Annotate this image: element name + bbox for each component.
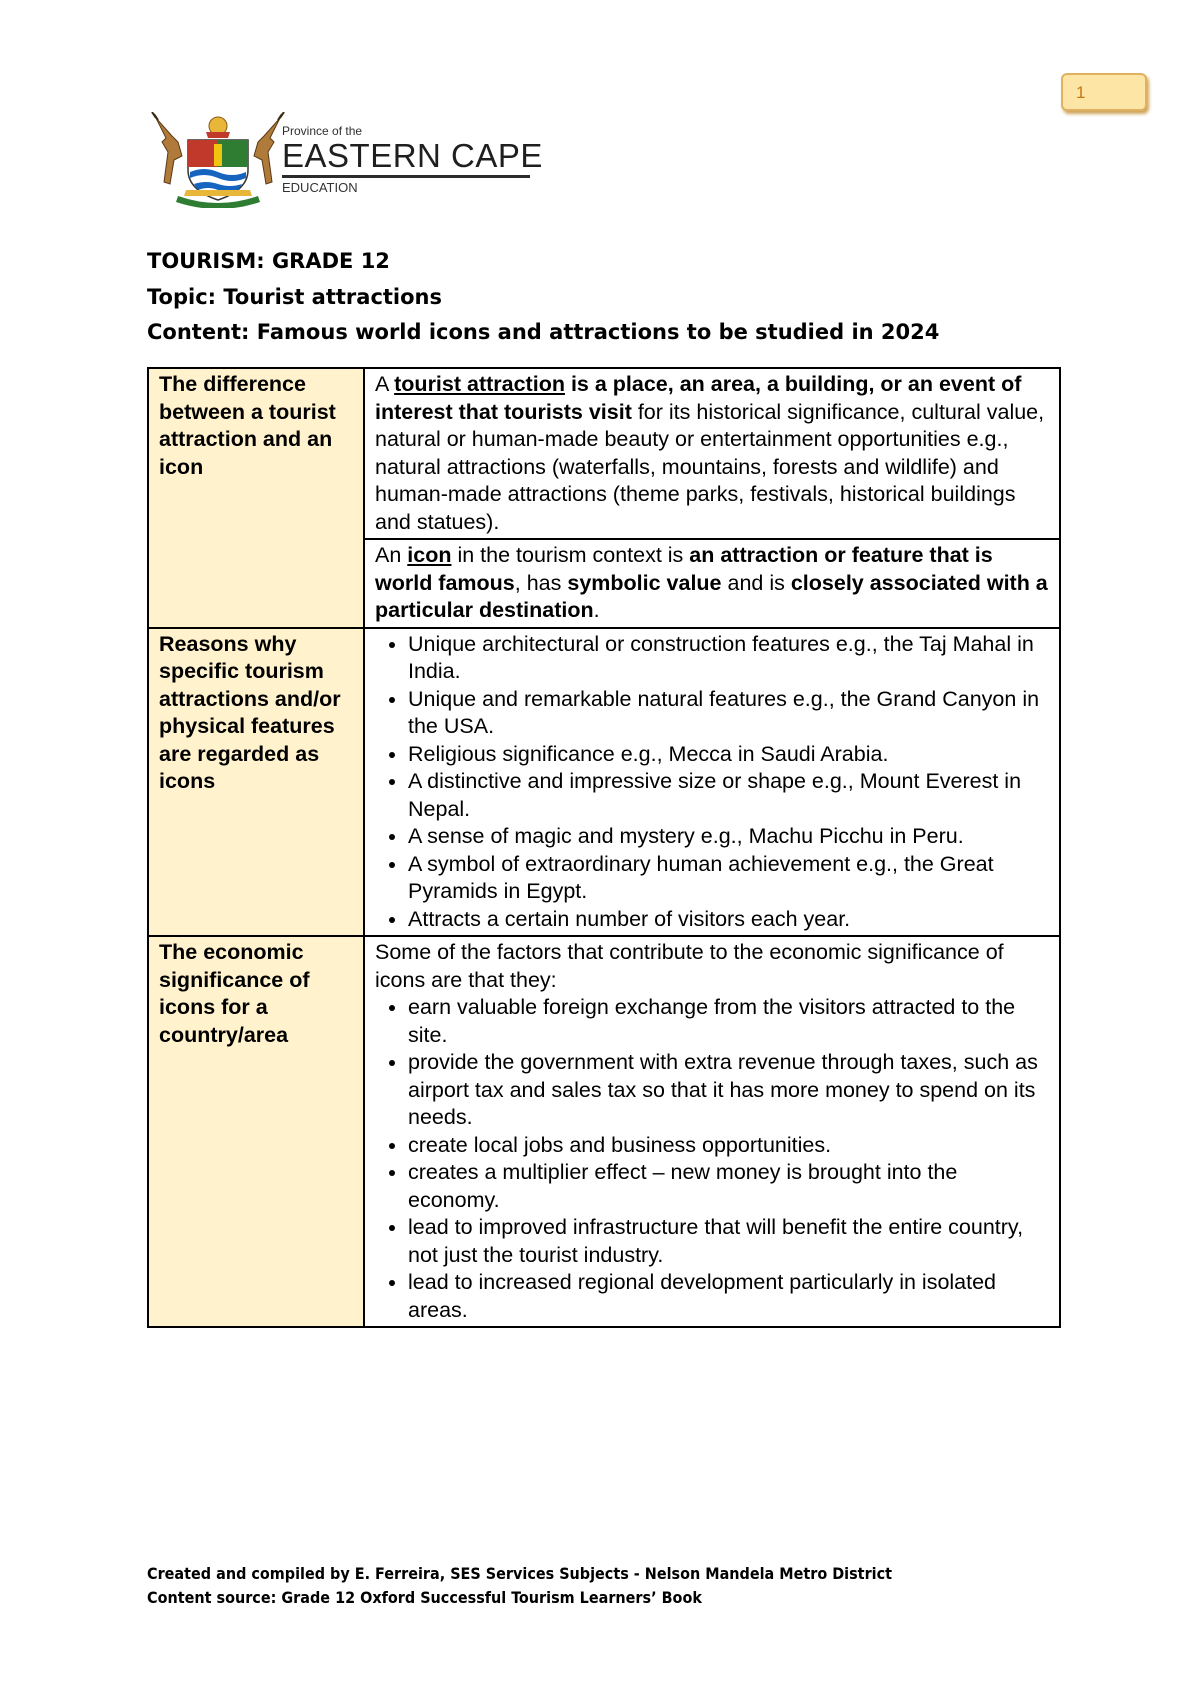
content-table bbox=[147, 367, 1061, 1328]
reasons-cell bbox=[364, 628, 1060, 937]
economic-list bbox=[375, 994, 1049, 1324]
subject-heading: TOURISM: GRADE 12 bbox=[147, 249, 390, 273]
row-label-difference: The difference between a tourist attraction and an icon bbox=[148, 368, 364, 628]
topic-heading: Topic: Tourist attractions bbox=[147, 285, 443, 309]
coat-of-arms-logo bbox=[148, 112, 288, 208]
list-item: • A sense of magic and mystery e.g., Machu Picchu in Peru. bbox=[408, 823, 1049, 851]
brand-department: EDUCATION bbox=[282, 180, 358, 195]
content-heading: Content: Famous world icons and attractions to be studied in 2024 bbox=[147, 320, 940, 344]
term-tourist-attraction: tourist attraction bbox=[394, 372, 565, 396]
list-item: • lead to improved infrastructure that will benefit the entire country, not just the tourist industry. bbox=[408, 1214, 1049, 1269]
page-number-badge: 1 bbox=[1061, 73, 1147, 111]
footer-source: Content source: Grade 12 Oxford Successful Tourism Learners’ Book bbox=[147, 1588, 702, 1607]
attraction-definition-cell: A tourist attraction is a place, an area, a building, or an event of interest that tourists visit for its historical significance, cultural value, natural or human-made beauty or entertainment opportunities e.g., natural attractions (waterfalls, mountains, forests and wildlife) and human-made attractions (theme parks, festivals, historical buildings and statues). bbox=[364, 368, 1060, 539]
brand-divider bbox=[282, 175, 530, 178]
brand-block bbox=[282, 124, 543, 195]
list-item: • create local jobs and business opportunities. bbox=[408, 1132, 1049, 1160]
row-label-economic: The economic significance of icons for a country/area bbox=[148, 936, 364, 1327]
list-item: • lead to increased regional development particularly in isolated areas. bbox=[408, 1269, 1049, 1324]
brand-title: EASTERN CAPE bbox=[282, 137, 543, 174]
icon-definition-cell: An icon in the tourism context is an attraction or feature that is world famous, has symbolic value and is closely associated with a particular destination. bbox=[364, 539, 1060, 628]
list-item: • earn valuable foreign exchange from the visitors attracted to the site. bbox=[408, 994, 1049, 1049]
list-item: • creates a multiplier effect – new money is brought into the economy. bbox=[408, 1159, 1049, 1214]
list-item: • Unique and remarkable natural features e.g., the Grand Canyon in the USA. bbox=[408, 686, 1049, 741]
economic-cell bbox=[364, 936, 1060, 1327]
row-label-reasons: Reasons why specific tourism attractions and/or physical features are regarded as icons bbox=[148, 628, 364, 937]
term-icon: icon bbox=[407, 543, 452, 567]
list-item: • A symbol of extraordinary human achievement e.g., the Great Pyramids in Egypt. bbox=[408, 851, 1049, 906]
brand-province-text: Province of the bbox=[282, 124, 363, 138]
table-row bbox=[148, 936, 1060, 1327]
table-row bbox=[148, 628, 1060, 937]
reasons-list bbox=[375, 631, 1049, 934]
list-item: • Religious significance e.g., Mecca in Saudi Arabia. bbox=[408, 741, 1049, 769]
footer-credit: Created and compiled by E. Ferreira, SES Services Subjects - Nelson Mandela Metro District bbox=[147, 1564, 893, 1583]
list-item: • Unique architectural or construction features e.g., the Taj Mahal in India. bbox=[408, 631, 1049, 686]
table-row bbox=[148, 368, 1060, 539]
economic-intro: Some of the factors that contribute to the economic significance of icons are that they: bbox=[375, 940, 1004, 992]
list-item: • A distinctive and impressive size or shape e.g., Mount Everest in Nepal. bbox=[408, 768, 1049, 823]
list-item: • Attracts a certain number of visitors each year. bbox=[408, 906, 1049, 934]
list-item: • provide the government with extra revenue through taxes, such as airport tax and sales tax so that it has more money to spend on its needs. bbox=[408, 1049, 1049, 1132]
